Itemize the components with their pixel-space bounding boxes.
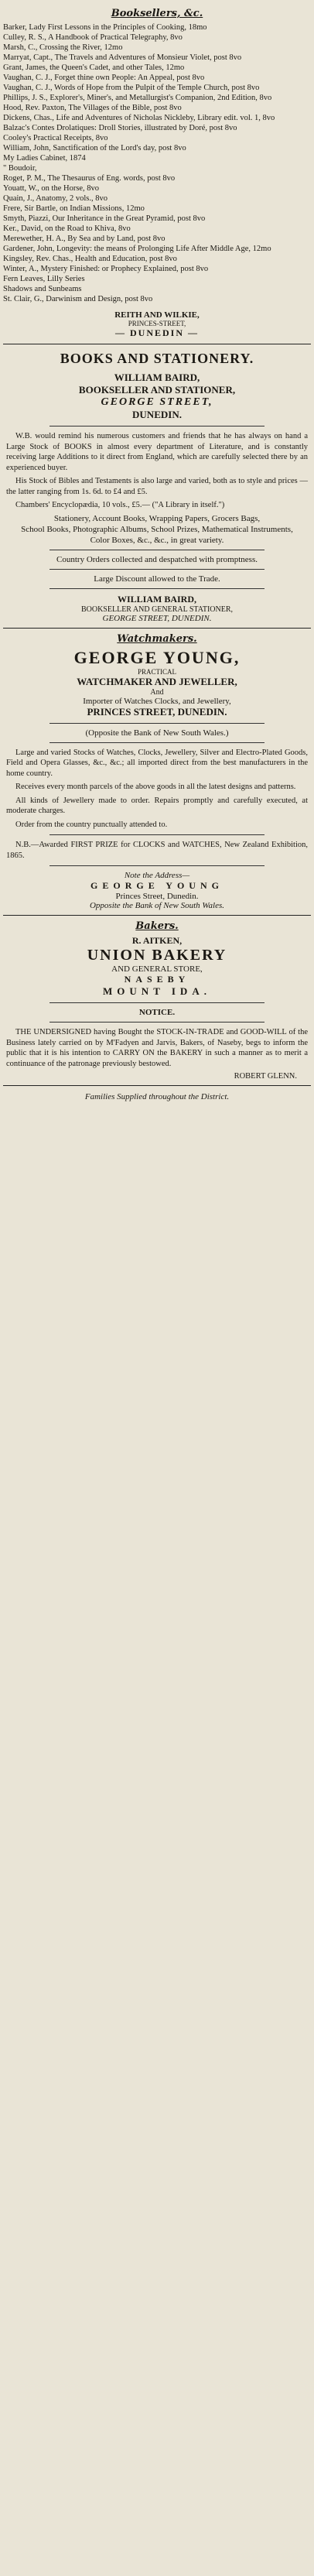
young-para3: All kinds of Jewellery made to order. Repairs promptly and carefully executed, at moderate charges. bbox=[6, 796, 308, 815]
young-addr-opp: Opposite the Bank of New South Wales. bbox=[89, 901, 225, 910]
reith-wilkie-firm: REITH AND WILKIE, bbox=[114, 310, 200, 320]
divider bbox=[49, 1002, 265, 1003]
baird-photo: School Books, Photographic Albums, School Prizes, Mathematical Instruments, bbox=[21, 524, 293, 534]
divider bbox=[49, 834, 265, 835]
baird-country-orders: Country Orders collected and despatched with promptness. bbox=[56, 554, 258, 564]
baird-name: WILLIAM BAIRD, bbox=[114, 372, 200, 383]
notice-signature: ROBERT GLENN. bbox=[234, 1072, 297, 1081]
book-list-item: Gardener, John, Longevity: the means of Prolonging Life After Middle Age, 12mo bbox=[3, 245, 271, 253]
notice-body: THE UNDERSIGNED having Bought the STOCK-IN-TRADE and GOOD-WILL of the Business lately carried on by M'Fadyen and Jarvis, Bakers, of Naseby, begs to inform the public that it is his intention to CARRY ON the BAKERY in such a manner as to merit a continuance of the patronage previously bestowed. bbox=[6, 1028, 308, 1068]
baird-discount: Large Discount allowed to the Trade. bbox=[94, 574, 220, 584]
baird-street: GEORGE STREET, bbox=[101, 396, 213, 408]
book-list-item: Shadows and Sunbeams bbox=[3, 285, 82, 293]
baird-sig-addr: GEORGE STREET, DUNEDIN. bbox=[102, 613, 212, 623]
baird-town: DUNEDIN. bbox=[132, 409, 182, 420]
baird-sig-trade: BOOKSELLER AND GENERAL STATIONER, bbox=[80, 605, 234, 614]
book-list-item: Culley, R. S., A Handbook of Practical Telegraphy, 8vo bbox=[3, 33, 183, 42]
baird-para1: W.B. would remind his numerous customers and friends that he has always on hand a Large Stock of BOOKS in almost every department of Literature, and is constantly receiving large Additions to it direct from England, which are carefully selected there by an experienced buyer. bbox=[6, 432, 308, 472]
young-practical: PRACTICAL bbox=[137, 667, 176, 676]
book-list-item: Roget, P. M., The Thesaurus of Eng. words, post 8vo bbox=[3, 174, 176, 183]
young-importer: Importer of Watches Clocks, and Jewellery, bbox=[83, 696, 231, 706]
book-list-item: Balzac's Contes Drolatiques: Droll Stories, illustrated by Doré, post 8vo bbox=[3, 124, 237, 132]
young-para4: Order from the country punctually attended to. bbox=[15, 820, 168, 829]
young-addr-street: Princes Street, Dunedin. bbox=[115, 892, 199, 901]
young-and: And bbox=[150, 687, 164, 697]
book-list-item: St. Clair, G., Darwinism and Design, post 8vo bbox=[3, 295, 153, 303]
aitken-owner: R. AITKEN, bbox=[131, 935, 183, 946]
baird-trade: BOOKSELLER AND STATIONER, bbox=[78, 384, 236, 396]
young-opposite: (Opposite the Bank of New South Wales.) bbox=[85, 728, 229, 738]
divider bbox=[49, 1022, 265, 1023]
young-note: Note the Address— bbox=[124, 871, 190, 880]
young-address: PRINCES STREET, DUNEDIN. bbox=[87, 705, 227, 718]
divider bbox=[3, 628, 311, 629]
book-list-item: " Boudoir, bbox=[3, 164, 37, 173]
book-list-item: Dickens, Chas., Life and Adventures of Nicholas Nickleby, Library edit. vol. 1, 8vo bbox=[3, 114, 275, 122]
divider bbox=[49, 865, 265, 866]
baird-sig-name: WILLIAM BAIRD, bbox=[117, 593, 196, 605]
naseby: NASEBY bbox=[124, 974, 190, 985]
book-list-item: My Ladies Cabinet, 1874 bbox=[3, 154, 86, 163]
watchmakers-heading: Watchmakers. bbox=[117, 632, 197, 645]
divider bbox=[49, 742, 265, 743]
book-list-item: Youatt, W., on the Horse, 8vo bbox=[3, 184, 100, 193]
young-addr-name: GEORGE YOUNG bbox=[90, 880, 224, 891]
book-list-item: Vaughan, C. J., Words of Hope from the Pulpit of the Temple Church, post 8vo bbox=[3, 84, 260, 92]
divider bbox=[49, 569, 265, 570]
baird-stationery: Stationery, Account Books, Wrapping Papers, Grocers Bags, bbox=[53, 513, 261, 523]
book-list-item: Quain, J., Anatomy, 2 vols., 8vo bbox=[3, 194, 108, 203]
union-bakery: UNION BAKERY bbox=[87, 947, 227, 964]
book-list-item: Kingsley, Rev. Chas., Health and Education, post 8vo bbox=[3, 255, 177, 263]
reith-wilkie-street: PRINCES-STREET, bbox=[128, 320, 186, 327]
book-list-item: Ker., David, on the Road to Khiva, 8vo bbox=[3, 224, 131, 233]
book-list-item: Marryat, Capt., The Travels and Adventures of Monsieur Violet, post 8vo bbox=[3, 53, 242, 62]
book-list-item: William, John, Sanctification of the Lord's day, post 8vo bbox=[3, 144, 186, 152]
book-list-item: Hood, Rev. Paxton, The Villages of the Bible, post 8vo bbox=[3, 104, 182, 112]
book-list-item: Frere, Sir Bartle, on Indian Missions, 12mo bbox=[3, 204, 145, 213]
reith-wilkie-town: — DUNEDIN — bbox=[114, 327, 199, 338]
book-list-item: Winter, A., Mystery Finished: or Prophecy Explained, post 8vo bbox=[3, 265, 209, 273]
divider bbox=[3, 1085, 311, 1086]
book-list-item: Marsh, C., Crossing the River, 12mo bbox=[3, 43, 123, 52]
newspaper-column bbox=[3, 0, 311, 1112]
book-list-item: Barker, Lady First Lessons in the Principles of Cooking, 18mo bbox=[3, 23, 207, 32]
book-list-item: Fern Leaves, Lilly Series bbox=[3, 275, 85, 283]
young-para1: Large and varied Stocks of Watches, Clocks, Jewellery, Silver and Electro-Plated Goods, Field and Opera Glasses, &c., &c.; all imported direct from the best manufacturers in the home country. bbox=[6, 748, 308, 778]
baird-para2: His Stock of Bibles and Testaments is also large and varied, both as to style and prices —the latter ranging from 1s. 6d. to £4 and £5. bbox=[6, 477, 308, 496]
bakers-heading: Bakers. bbox=[135, 920, 179, 932]
families-supplied: Families Supplied throughout the District. bbox=[84, 1092, 230, 1101]
young-para2: Receives every month parcels of the above goods in all the latest designs and patterns. bbox=[15, 783, 296, 791]
divider bbox=[49, 588, 265, 589]
baird-para3: Chambers' Encyclopædia, 10 vols., £5.— ("A Library in itself.") bbox=[15, 501, 225, 509]
young-name: GEORGE YOUNG, bbox=[73, 647, 241, 667]
book-list-item: Smyth, Piazzi, Our Inheritance in the Great Pyramid, post 8vo bbox=[3, 214, 206, 223]
young-nb: N.B.—Awarded FIRST PRIZE for CLOCKS and WATCHES, New Zealand Exhibition, 1865. bbox=[6, 841, 308, 860]
divider bbox=[3, 915, 311, 916]
mount-ida: MOUNT IDA. bbox=[103, 985, 211, 997]
book-list bbox=[3, 22, 311, 304]
book-list-item: Cooley's Practical Receipts, 8vo bbox=[3, 134, 108, 142]
book-list-item: Grant, James, the Queen's Cadet, and other Tales, 12mo bbox=[3, 63, 185, 72]
young-trade: WATCHMAKER AND JEWELLER, bbox=[77, 675, 237, 687]
book-list-item: Merewether, H. A., By Sea and by Land, post 8vo bbox=[3, 235, 166, 243]
notice-title: NOTICE. bbox=[138, 1008, 176, 1017]
general-store: AND GENERAL STORE, bbox=[111, 964, 203, 974]
baird-headline: BOOKS AND STATIONERY. bbox=[60, 351, 254, 366]
book-list-item: Phillips, J. S., Explorer's, Miner's, and Metallurgist's Companion, 2nd Edition, 8vo bbox=[3, 94, 272, 102]
baird-color: Color Boxes, &c., &c., in great variety. bbox=[90, 535, 224, 545]
divider bbox=[49, 723, 265, 724]
booksellers-heading: Booksellers, &c. bbox=[111, 8, 203, 19]
book-list-item: Vaughan, C. J., Forget thine own People: An Appeal, post 8vo bbox=[3, 74, 205, 82]
